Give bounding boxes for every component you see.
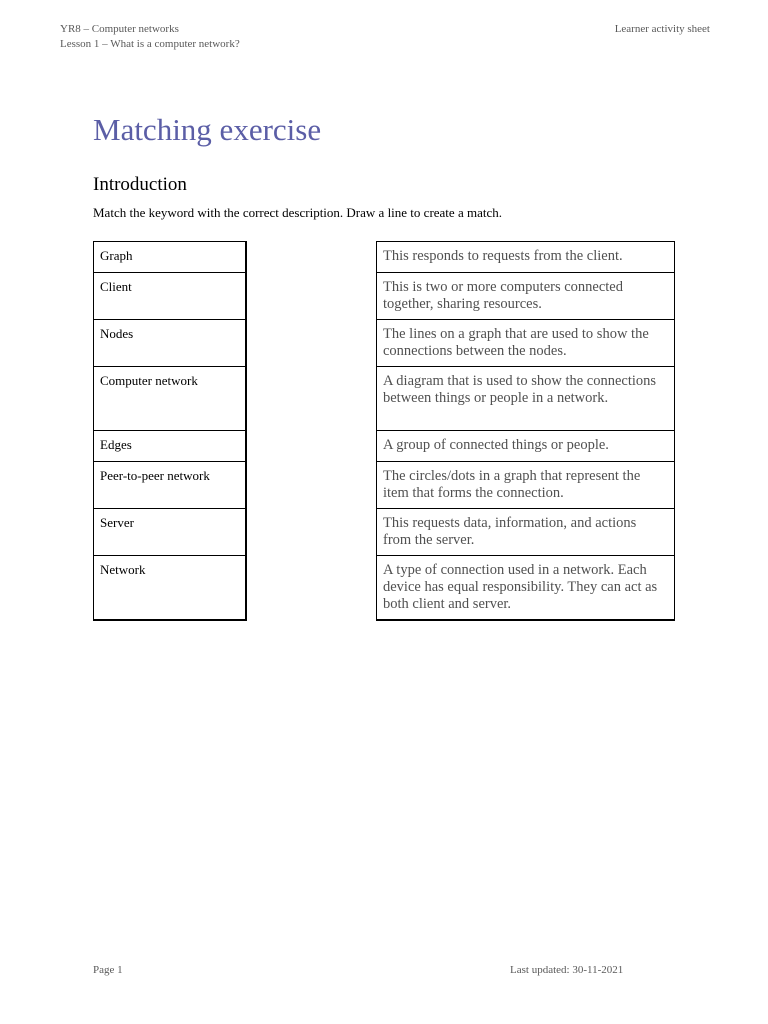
last-updated: Last updated: 30-11-2021 bbox=[510, 964, 624, 976]
description-cell[interactable]: A diagram that is used to show the connections between things or people in a network. bbox=[377, 367, 675, 431]
instructions-text: Match the keyword with the correct description. Draw a line to create a match. bbox=[93, 205, 502, 220]
description-cell[interactable]: This is two or more computers connected together, sharing resources. bbox=[377, 273, 675, 320]
sheet-type: Learner activity sheet bbox=[614, 23, 710, 35]
description-cell[interactable]: The lines on a graph that are used to show the connections between the nodes. bbox=[377, 320, 675, 367]
keyword-cell[interactable]: Server bbox=[94, 509, 247, 556]
keyword-cell[interactable]: Edges bbox=[94, 431, 247, 462]
section-heading: Introduction bbox=[93, 174, 187, 195]
keyword-cell[interactable]: Peer-to-peer network bbox=[94, 462, 247, 509]
lesson-name: Lesson 1 – What is a computer network? bbox=[60, 38, 240, 50]
description-cell[interactable]: A type of connection used in a network. Each device has equal responsibility. They can act as both client and server. bbox=[377, 556, 675, 620]
description-cell[interactable]: This responds to requests from the client. bbox=[377, 242, 675, 273]
keyword-cell[interactable]: Network bbox=[94, 556, 247, 620]
keyword-table bbox=[93, 241, 247, 621]
description-cell[interactable]: The circles/dots in a graph that represent the item that forms the connection. bbox=[377, 462, 675, 509]
keyword-cell[interactable]: Graph bbox=[94, 242, 247, 273]
description-cell[interactable]: A group of connected things or people. bbox=[377, 431, 675, 462]
keyword-cell[interactable]: Client bbox=[94, 273, 247, 320]
keyword-cell[interactable]: Computer network bbox=[94, 367, 247, 431]
page-header-left bbox=[60, 22, 240, 52]
course-name: YR8 – Computer networks bbox=[60, 23, 179, 35]
page-title: Matching exercise bbox=[93, 112, 322, 147]
page-number: Page 1 bbox=[93, 964, 123, 976]
description-cell[interactable]: This requests data, information, and actions from the server. bbox=[377, 509, 675, 556]
description-table bbox=[376, 241, 675, 621]
keyword-cell[interactable]: Nodes bbox=[94, 320, 247, 367]
